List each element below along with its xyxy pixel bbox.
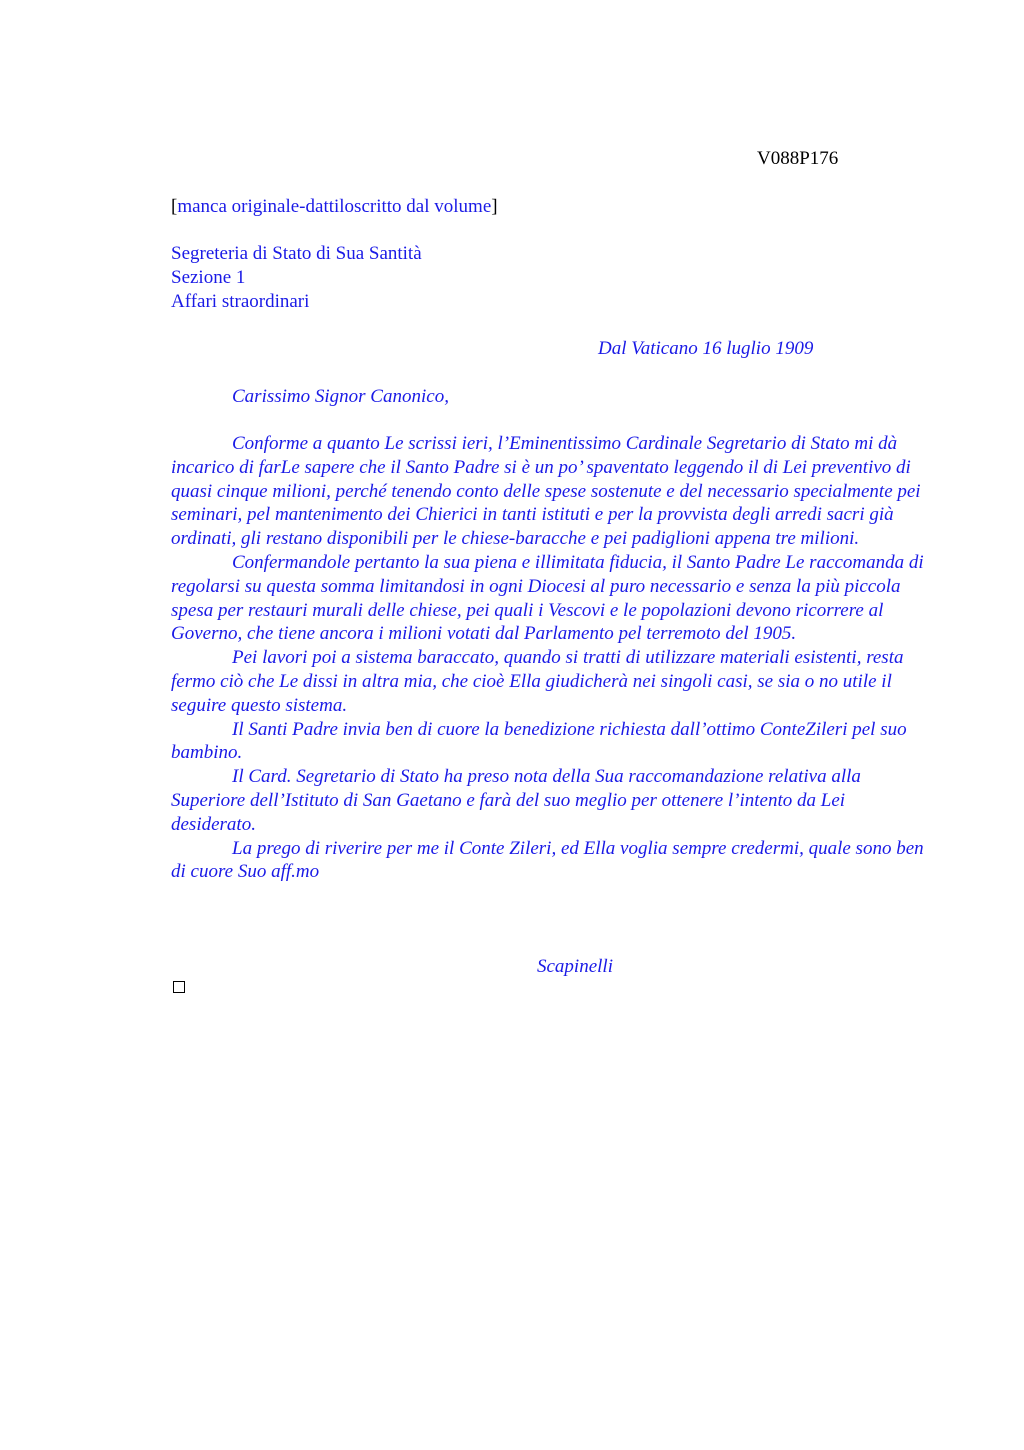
letterhead-line: Affari straordinari [171, 290, 310, 312]
body-paragraph: Pei lavori poi a sistema baraccato, quando si tratti di utilizzare materiali esistenti, resta fermo ciò che Le dissi in altra mia, che cioè Ella giudicherà nei singoli casi, se sia o no utile il seguire questo sistema. [171, 647, 904, 716]
editorial-note [171, 195, 498, 219]
letterhead [171, 242, 422, 313]
body-paragraph: La prego di riverire per me il Conte Zileri, ed Ella voglia sempre credermi, quale sono ben di cuore Suo aff.mo [171, 837, 924, 883]
body-paragraph: Il Santi Padre invia ben di cuore la benedizione richiesta dall’ottimo ConteZileri pel suo bambino. [171, 718, 907, 764]
square-marker-icon [173, 981, 185, 993]
letter-body [171, 432, 927, 884]
letter-date: Dal Vaticano 16 luglio 1909 [598, 338, 814, 359]
reference-code: V088P176 [757, 148, 839, 169]
letterhead-line: Segreteria di Stato di Sua Santità [171, 243, 422, 264]
letterhead-line: Sezione 1 [171, 266, 246, 288]
signature: Scapinelli [537, 956, 613, 977]
body-paragraph: Conforme a quanto Le scrissi ieri, l’Eminentissimo Cardinale Segretario di Stato mi dà incarico di farLe sapere che il Santo Padre si è un po’ spaventato leggendo il di Lei preventivo di quasi cinque milioni, perché tenendo conto delle spese sostenute e del necessario specialmente pei seminari, pel mantenimento dei Chierici in tanti istituti e per la provvista degli arredi sacri già ordinati, gli restano disponibili per le chiese-baracche e pei padiglioni appena tre milioni. [171, 433, 921, 550]
note-close-bracket: ] [491, 196, 498, 217]
note-text: manca originale-dattiloscritto dal volume [177, 196, 492, 217]
body-paragraph: Il Card. Segretario di Stato ha preso nota della Sua raccomandazione relativa alla Superiore dell’Istituto di San Gaetano e farà del suo meglio per ottenere l’intento da Lei desiderato. [171, 766, 861, 835]
body-paragraph: Confermandole pertanto la sua piena e illimitata fiducia, il Santo Padre Le raccomanda di regolarsi su questa somma limitandosi in ogni Diocesi al puro necessario e senza la più piccola spesa per restauri murali delle chiese, pei quali i Vescovi e le popolazioni devono ricorrere al Governo, che tiene ancora i milioni votati dal Parlamento pel terremoto del 1905. [171, 551, 924, 645]
salutation: Carissimo Signor Canonico, [232, 386, 449, 407]
note-open-bracket: [ [171, 196, 178, 217]
